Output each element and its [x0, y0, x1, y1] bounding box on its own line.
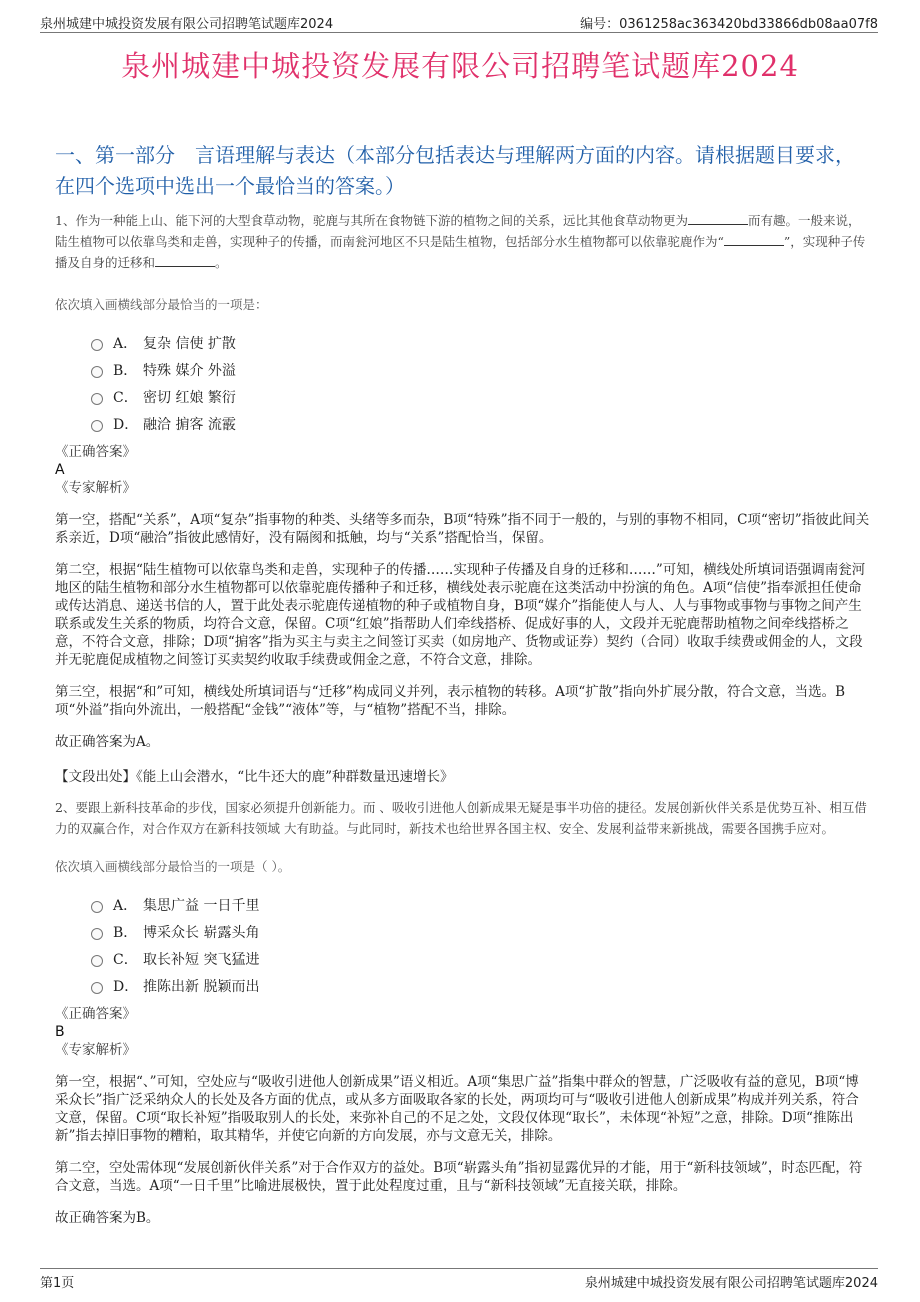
q2-option-a[interactable] [91, 891, 870, 918]
source-label: 【文段出处】 [55, 769, 136, 785]
q1-answer-label: 《正确答案》 [55, 444, 136, 460]
option-text: 推陈出新 脱颖而出 [143, 978, 260, 995]
question-2-prompt: 依次填入画横线部分最恰当的一项是（ ）。 [55, 859, 291, 874]
option-letter: D． [113, 978, 139, 995]
header-doc-id: 编号：0361258ac363420bd33866db08aa07f8 [580, 17, 878, 32]
question-1-prompt: 依次填入画横线部分最恰当的一项是： [55, 297, 268, 312]
q1-analysis-paragraph: 第二空，根据“陆生植物可以依靠鸟类和走兽，实现种子的传播……实现种子传播及自身的迁移和……”可知，横线处所填词语强调南瓮河地区的陆生植物和部分水生植物都可以依靠驼鹿传播种子和迁移，横线处表示驼鹿在这类活动中扮演的角色。A项“信使”指奉派担任使命或传达消息、递送书信的人，置于此处表示驼鹿传递植物的种子或植物自身，B项“媒介”指能使人与人、人与事物或事物与事物之间产生联系或发生关系的物质，均符合文意，保留。C项“红娘”指帮助人们牵线搭桥、促成好事的人，文段并无驼鹿帮助植物之间牵线搭桥之意，不符合文意，排除；D项“掮客”指为买主与卖主之间签订买卖（如房地产、货物或证券）契约（合同）收取手续费或佣金的人，文段并无驼鹿促成植物之间签订买卖契约收取手续费或佣金之意，不符合文意，排除。 [55, 562, 866, 668]
option-text: 复杂 信使 扩散 [143, 335, 236, 352]
option-letter: C． [113, 951, 138, 968]
section-heading: 一、第一部分 言语理解与表达（本部分包括表达与理解两方面的内容。请根据题目要求，在四个选项中选出一个最恰当的答案。） [55, 143, 855, 198]
q1-text-part: 1、作为一种能上山、能下河的大型食草动物，驼鹿与其所在食物链下游的植物之间的关系，远比其他食草动物更为 [55, 213, 688, 228]
q1-option-b[interactable] [91, 356, 870, 383]
q1-text-part: ”，实现种子传播及自身的迁移和 [55, 234, 866, 270]
radio-icon[interactable] [91, 339, 103, 351]
question-2-text: 2、要跟上新科技革命的步伐，国家必须提升创新能力。而 、吸收引进他人创新成果无疑是事半功倍的捷径。发展创新伙伴关系是优势互补、相互借力的双赢合作，对合作双方在新科技领域 大有助益。与此同时，新技术也给世界各国主权、安全、发展利益带来新挑战，需要各国携手应对。 [55, 800, 867, 836]
option-text: 密切 红娘 繁衍 [143, 389, 236, 406]
question-1-options [91, 329, 870, 437]
page-footer [40, 1268, 878, 1291]
option-text: 集思广益 一日千里 [143, 897, 260, 914]
q1-option-a[interactable] [91, 329, 870, 356]
q1-text-part: 。 [215, 255, 228, 270]
page-number: 第1页 [40, 1276, 75, 1291]
document-title: 泉州城建中城投资发展有限公司招聘笔试题库2024 [121, 49, 799, 83]
option-text: 特殊 媒介 外溢 [143, 362, 236, 379]
q2-option-d[interactable] [91, 972, 870, 999]
q1-source [55, 765, 870, 785]
q1-option-d[interactable] [91, 410, 870, 437]
q2-answer: B [55, 1024, 65, 1040]
blank-line [155, 254, 215, 267]
q1-answer: A [55, 462, 65, 478]
question-1-text [55, 210, 870, 273]
content-area [55, 210, 870, 1227]
q2-analysis-paragraph: 第二空，空处需体现“发展创新伙伴关系”对于合作双方的益处。B项“崭露头角”指初显露优异的才能，用于“新科技领域”，时态匹配，符合文意，当选。A项“一日千里”比喻进展极快，置于此处程度过重，且与“新科技领域”无直接关联，排除。 [55, 1160, 863, 1194]
page-header [40, 10, 878, 33]
radio-icon[interactable] [91, 393, 103, 405]
option-letter: A． [113, 897, 138, 914]
q1-text-part: 而有趣。一般来说，陆生植物可以依靠鸟类和走兽，实现种子的传播，而南瓮河地区不只是陆生植物，包括部分水生植物都可以依靠驼鹿作为“ [55, 213, 861, 249]
q1-conclusion: 故正确答案为A。 [55, 734, 160, 750]
q1-analysis-paragraph: 第三空，根据“和”可知，横线处所填词语与“迁移”构成同义并列，表示植物的转移。A项“扩散”指向外扩展分散，符合文意，当选。B项“外溢”指向外流出，一般搭配“金钱”“液体”等，与“植物”搭配不当，排除。 [55, 684, 846, 718]
q1-option-c[interactable] [91, 383, 870, 410]
radio-icon[interactable] [91, 420, 103, 432]
option-letter: A． [113, 335, 138, 352]
q1-analysis-paragraph: 第一空，搭配“关系”，A项“复杂”指事物的种类、头绪等多而杂，B项“特殊”指不同于一般的，与别的事物不相同，C项“密切”指彼此间关系亲近，D项“融洽”指彼此感情好，没有隔阂和抵触，均与“关系”搭配恰当，保留。 [55, 512, 870, 546]
blank-line [724, 233, 784, 246]
radio-icon[interactable] [91, 928, 103, 940]
q1-analysis-label: 《专家解析》 [55, 480, 136, 496]
option-letter: D． [113, 416, 139, 433]
radio-icon[interactable] [91, 955, 103, 967]
option-text: 博采众长 崭露头角 [143, 924, 260, 941]
option-letter: C． [113, 389, 138, 406]
question-2-options [91, 891, 870, 999]
q2-conclusion: 故正确答案为B。 [55, 1210, 160, 1226]
q2-answer-label: 《正确答案》 [55, 1006, 136, 1022]
q2-analysis-label: 《专家解析》 [55, 1042, 136, 1058]
source-text: 《能上山会潜水，“比牛还大的鹿”种群数量迅速增长》 [136, 769, 454, 785]
blank-line [688, 212, 748, 225]
q2-analysis-paragraph: 第一空，根据“、”可知，空处应与“吸收引进他人创新成果”语义相近。A项“集思广益”指集中群众的智慧，广泛吸收有益的意见，B项“博采众长”指广泛采纳众人的长处及各方面的优点，或从多方面吸取各家的长处，两项均可与“吸收引进他人创新成果”构成并列关系，符合文意，保留。C项“取长补短”指吸取别人的长处，来弥补自己的不足之处，文段仅体现“取长”，未体现“补短”之意，排除。D项“推陈出新”指去掉旧事物的糟粕，取其精华，并使它向新的方向发展，亦与文意无关，排除。 [55, 1074, 859, 1144]
option-letter: B． [113, 924, 138, 941]
option-letter: B． [113, 362, 138, 379]
option-text: 融洽 掮客 流霰 [143, 416, 236, 433]
radio-icon[interactable] [91, 366, 103, 378]
q2-option-b[interactable] [91, 918, 870, 945]
header-doc-name: 泉州城建中城投资发展有限公司招聘笔试题库2024 [40, 17, 334, 32]
radio-icon[interactable] [91, 901, 103, 913]
q2-option-c[interactable] [91, 945, 870, 972]
option-text: 取长补短 突飞猛进 [143, 951, 260, 968]
footer-doc-name: 泉州城建中城投资发展有限公司招聘笔试题库2024 [584, 1276, 878, 1291]
radio-icon[interactable] [91, 982, 103, 994]
